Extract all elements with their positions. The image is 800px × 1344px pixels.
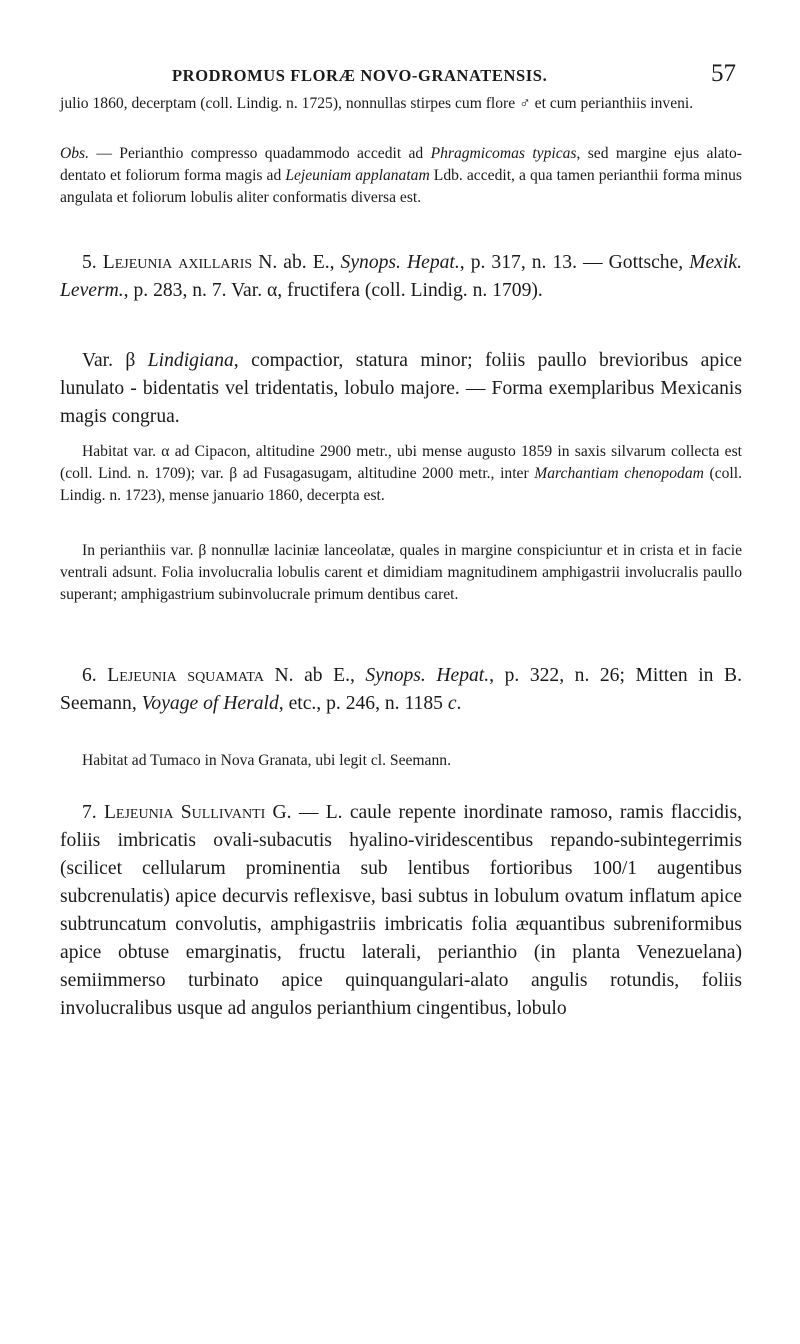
var-beta-italic: Lindigiana	[147, 350, 234, 371]
habitat-italic: Marchantiam chenopodam	[534, 465, 704, 483]
obs-italic-1: Phragmicomas typicas	[430, 145, 577, 162]
obs-text-2: , sed margine ejus alato-dentato et foliorum forma magis ad	[60, 145, 742, 185]
obs-label: Obs.	[60, 145, 90, 162]
entry5-italic-2: Mexik. Leverm.	[60, 252, 742, 301]
var-beta-text-1: Var. β	[82, 350, 148, 371]
para1-text-b: et cum perianthiis inveni.	[530, 95, 694, 112]
entry7-text: G. — L. caule repente inordinate ramoso, ramis flaccidis, foliis imbricatis ovali-subacutis hyalino-viridescentibus repando-subintegerrimis (scilicet cellularum prominentia sub lentibus fortioribus 100/1 augentibus subcrenulatis) apice decurvis reflexisve, basi subtus in lobulum ovatum inflatum apice subtruncatum convolutis, amphigastriis imbricatis folia æquantibus subreniformibus apice obtuse emarginatis, fructu laterali, perianthio (in planta Venezuelana) semiimmerso turbinato apice quinquangulari-alato angulis rotundis, foliis involucralibus usque ad angulos perianthium cingentibus, lobulo	[60, 802, 742, 1019]
obs-text-3: Ldb. accedit, a qua tamen perianthii forma minus angulata et foliorum lobulis aliter conformatis diversa est.	[60, 167, 742, 207]
habitat-tumaco	[60, 750, 742, 772]
entry5-italic-1: Synops. Hepat.	[340, 252, 460, 273]
entry6-species: squamata	[176, 665, 264, 686]
entry6-text-4: .	[456, 693, 462, 714]
entry5-genus: Lejeunia	[102, 252, 173, 273]
page-number: 57	[711, 60, 736, 87]
perianth-text: In perianthiis var. β nonnullæ laciniæ lanceolatæ, quales in margine conspiciuntur et in crista et in facie ventrali adsunt. Folia involucralia lobulis carent et dimidiam magnitudinem amphigastrii involucralis paullo superant; amphigastrium subinvolucrale primum dentibus caret.	[60, 542, 742, 604]
entry5-text-1: N. ab. E.,	[252, 252, 341, 273]
entry5-species: axillaris	[172, 252, 253, 273]
running-head	[60, 62, 742, 90]
entry5-text-3: , p. 283, n. 7. Var. α, fructifera (coll. Lindig. n. 1709).	[123, 280, 543, 301]
entry6-italic-1: Synops. Hepat.	[365, 665, 490, 686]
variety-beta	[60, 347, 742, 431]
habitat-tumaco-text: Habitat ad Tumaco in Nova Granata, ubi legit cl. Seemann.	[82, 752, 451, 769]
entry6-number: 6.	[82, 665, 108, 686]
entry6-text-2: , p. 322, n. 26; Mitten in B. Seemann,	[60, 665, 742, 714]
para1-text-a: julio 1860, decerptam (coll. Lindig. n. 1725), nonnullas stirpes cum flore	[60, 95, 520, 112]
entry5-number: 5.	[82, 252, 103, 273]
species-entry-6	[60, 662, 742, 718]
habitat-text-1: Habitat var. α ad Cipacon, altitudine 2900 metr., ubi mense augusto 1859 in saxis silvarum collecta est (coll. Lind. n. 1709); var. β ad Fusagasugam, altitudine 2000 metr., inter	[60, 443, 742, 483]
species-entry-7	[60, 799, 742, 1023]
male-symbol: ♂	[519, 95, 531, 112]
entry6-genus: Lejeunia	[107, 665, 177, 686]
species-entry-5	[60, 249, 742, 305]
paragraph-obs	[60, 143, 742, 209]
habitat-text-2: (coll. Lindig. n. 1723), mense januario 1860, decerpta est.	[60, 465, 742, 505]
entry7-number: 7.	[82, 802, 104, 823]
paragraph-continuation	[60, 93, 742, 115]
obs-text-1: — Perianthio compresso quadammodo accedit ad	[89, 145, 431, 162]
entry7-genus: Lejeunia	[103, 802, 174, 823]
entry6-text-3: , etc., p. 246, n. 1185	[278, 693, 448, 714]
entry6-text-1: N. ab E.,	[263, 665, 366, 686]
perianth-paragraph	[60, 540, 742, 606]
running-title: PRODROMUS FLORÆ NOVO-GRANATENSIS.	[172, 66, 548, 85]
obs-italic-2: Lejeuniam applanatam	[285, 167, 430, 185]
entry5-text-2: , p. 317, n. 13. — Gottsche,	[459, 252, 690, 273]
entry6-italic-3: c	[447, 693, 457, 714]
entry6-italic-2: Voyage of Herald	[141, 693, 279, 714]
var-beta-text-2: , compactior, statura minor; foliis paullo brevioribus apice lunulato - bidentatis vel tridentatis, lobulo majore. — Forma exemplaribus Mexicanis magis congrua.	[60, 350, 742, 427]
habitat-paragraph	[60, 441, 742, 507]
entry7-species: Sullivanti	[173, 802, 266, 823]
